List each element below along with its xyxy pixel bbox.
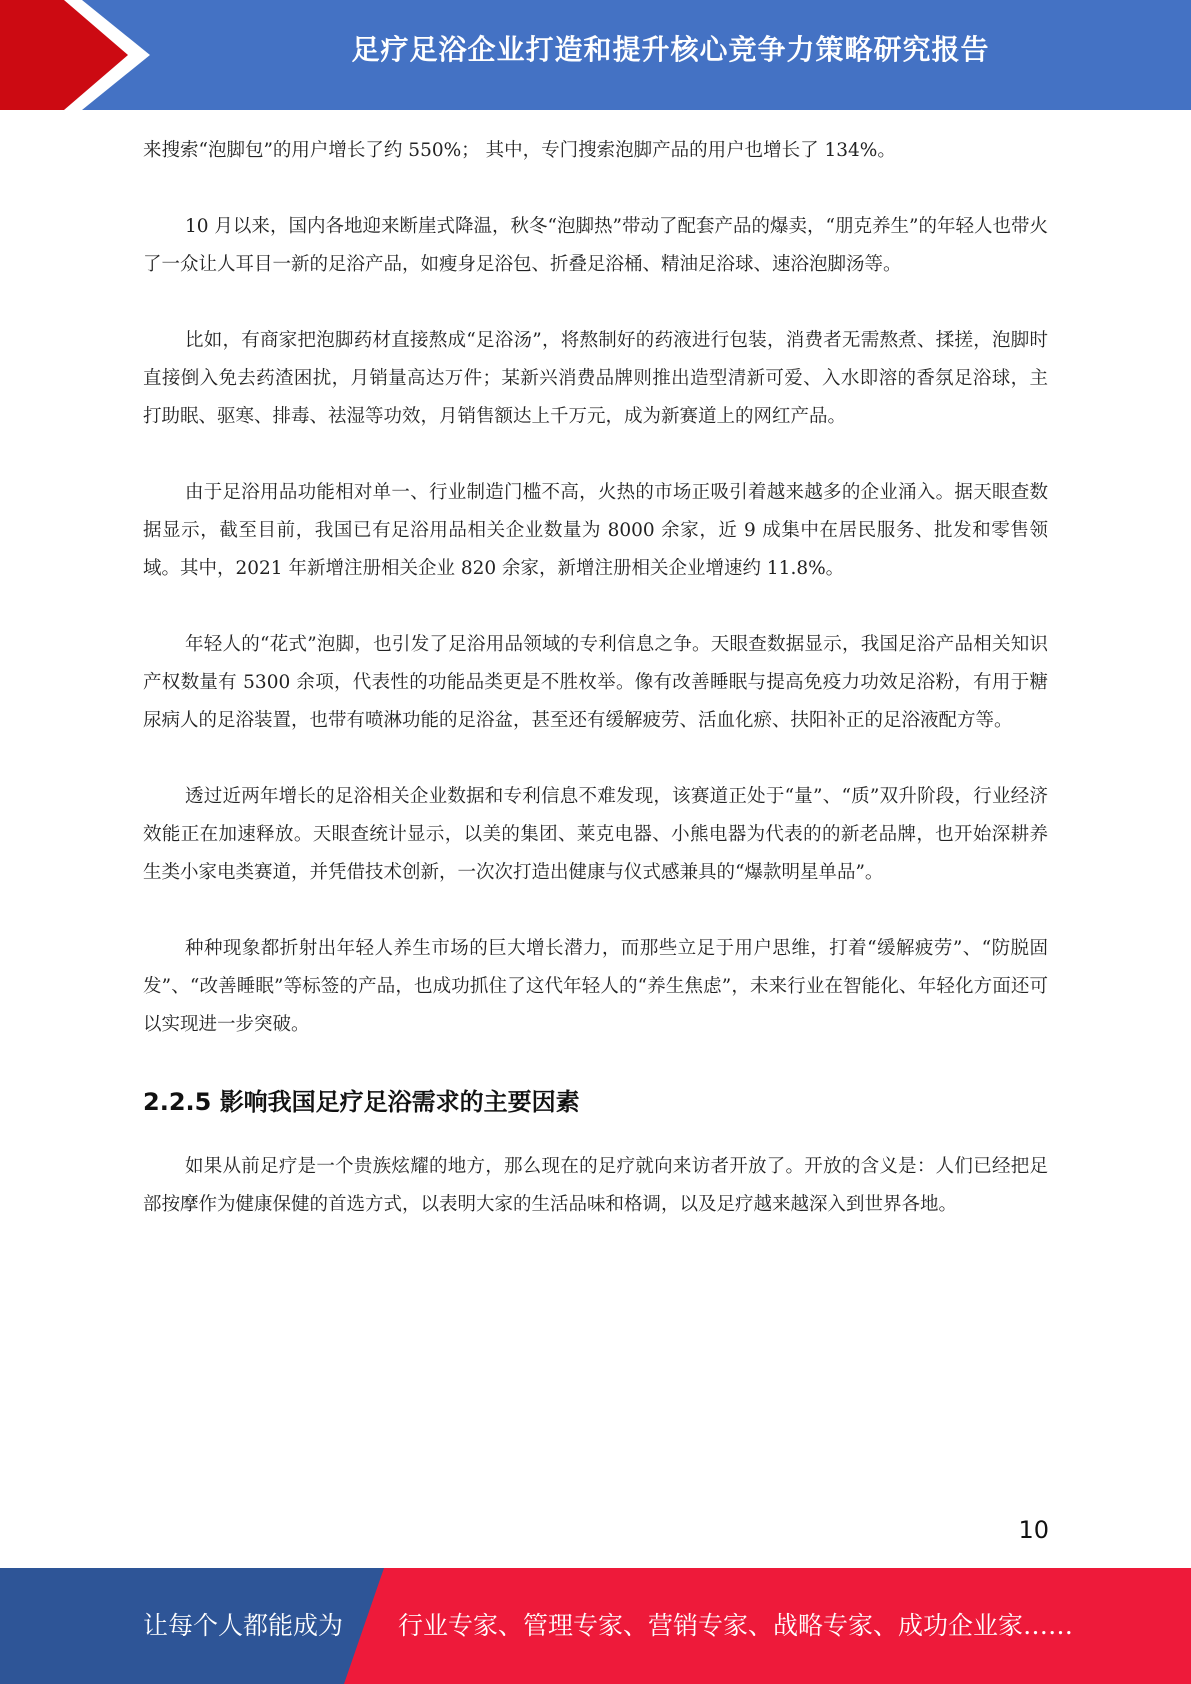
header-chevron-decoration bbox=[0, 0, 150, 110]
page-number: 10 bbox=[1018, 1516, 1049, 1544]
paragraph: 种种现象都折射出年轻人养生市场的巨大增长潜力，而那些立足于用户思维，打着“缓解疲劳”、“防脱固发”、“改善睡眠”等标签的产品，也成功抓住了这代年轻人的“养生焦虑”，未来行业在智能化、年轻化方面还可以实现进一步突破。 bbox=[143, 938, 1048, 1035]
paragraph: 年轻人的“花式”泡脚，也引发了足浴用品领域的专利信息之争。天眼查数据显示，我国足浴产品相关知识产权数量有 5300 余项，代表性的功能品类更是不胜枚举。像有改善睡眠与提高免疫力功效足浴粉，有用于糖尿病人的足浴装置，也带有喷淋功能的足浴盆，甚至还有缓解疲劳、活血化瘀、扶阳补正的足浴液配方等。 bbox=[143, 634, 1048, 731]
section-heading: 2.2.5 影响我国足疗足浴需求的主要因素 bbox=[143, 1088, 580, 1116]
page-footer bbox=[0, 1568, 1191, 1684]
paragraph: 10 月以来，国内各地迎来断崖式降温，秋冬“泡脚热”带动了配套产品的爆卖，“朋克养生”的年轻人也带火了一众让人耳目一新的足浴产品，如瘦身足浴包、折叠足浴桶、精油足浴球、速浴泡脚汤等。 bbox=[143, 216, 1048, 275]
paragraph: 比如，有商家把泡脚药材直接熬成“足浴汤”，将熬制好的药液进行包装，消费者无需熬煮、揉搓，泡脚时直接倒入免去药渣困扰，月销量高达万件；某新兴消费品牌则推出造型清新可爱、入水即溶的香氛足浴球，主打助眠、驱寒、排毒、祛湿等功效，月销售额达上千万元，成为新赛道上的网红产品。 bbox=[143, 330, 1048, 427]
document-body bbox=[143, 132, 1048, 1262]
paragraph: 透过近两年增长的足浴相关企业数据和专利信息不难发现，该赛道正处于“量”、“质”双升阶段，行业经济效能正在加速释放。天眼查统计显示，以美的集团、莱克电器、小熊电器为代表的的新老品牌，也开始深耕养生类小家电类赛道，并凭借技术创新，一次次打造出健康与仪式感兼具的“爆款明星单品”。 bbox=[143, 786, 1048, 883]
page-header bbox=[0, 0, 1191, 110]
report-title: 足疗足浴企业打造和提升核心竞争力策略研究报告 bbox=[351, 33, 990, 66]
paragraph: 由于足浴用品功能相对单一、行业制造门槛不高，火热的市场正吸引着越来越多的企业涌入。据天眼查数据显示，截至目前，我国已有足浴用品相关企业数量为 8000 余家，近 9 成集中在居民服务、批发和零售领域。其中，2021 年新增注册相关企业 820 余家，新增注册相关企业增速约 11.8%。 bbox=[143, 482, 1048, 579]
header-chevron-red bbox=[0, 0, 128, 110]
section-paragraph: 如果从前足疗是一个贵族炫耀的地方，那么现在的足疗就向来访者开放了。开放的含义是：人们已经把足部按摩作为健康保健的首选方式，以表明大家的生活品味和格调，以及足疗越来越深入到世界各地。 bbox=[143, 1156, 1048, 1215]
footer-slogan-right: 行业专家、管理专家、营销专家、战略专家、成功企业家…… bbox=[398, 1611, 1074, 1640]
footer-slogan-left: 让每个人都能成为 bbox=[143, 1611, 344, 1640]
paragraph-continuation: 来搜索“泡脚包”的用户增长了约 550%； 其中，专门搜索泡脚产品的用户也增长了 134%。 bbox=[143, 140, 896, 161]
